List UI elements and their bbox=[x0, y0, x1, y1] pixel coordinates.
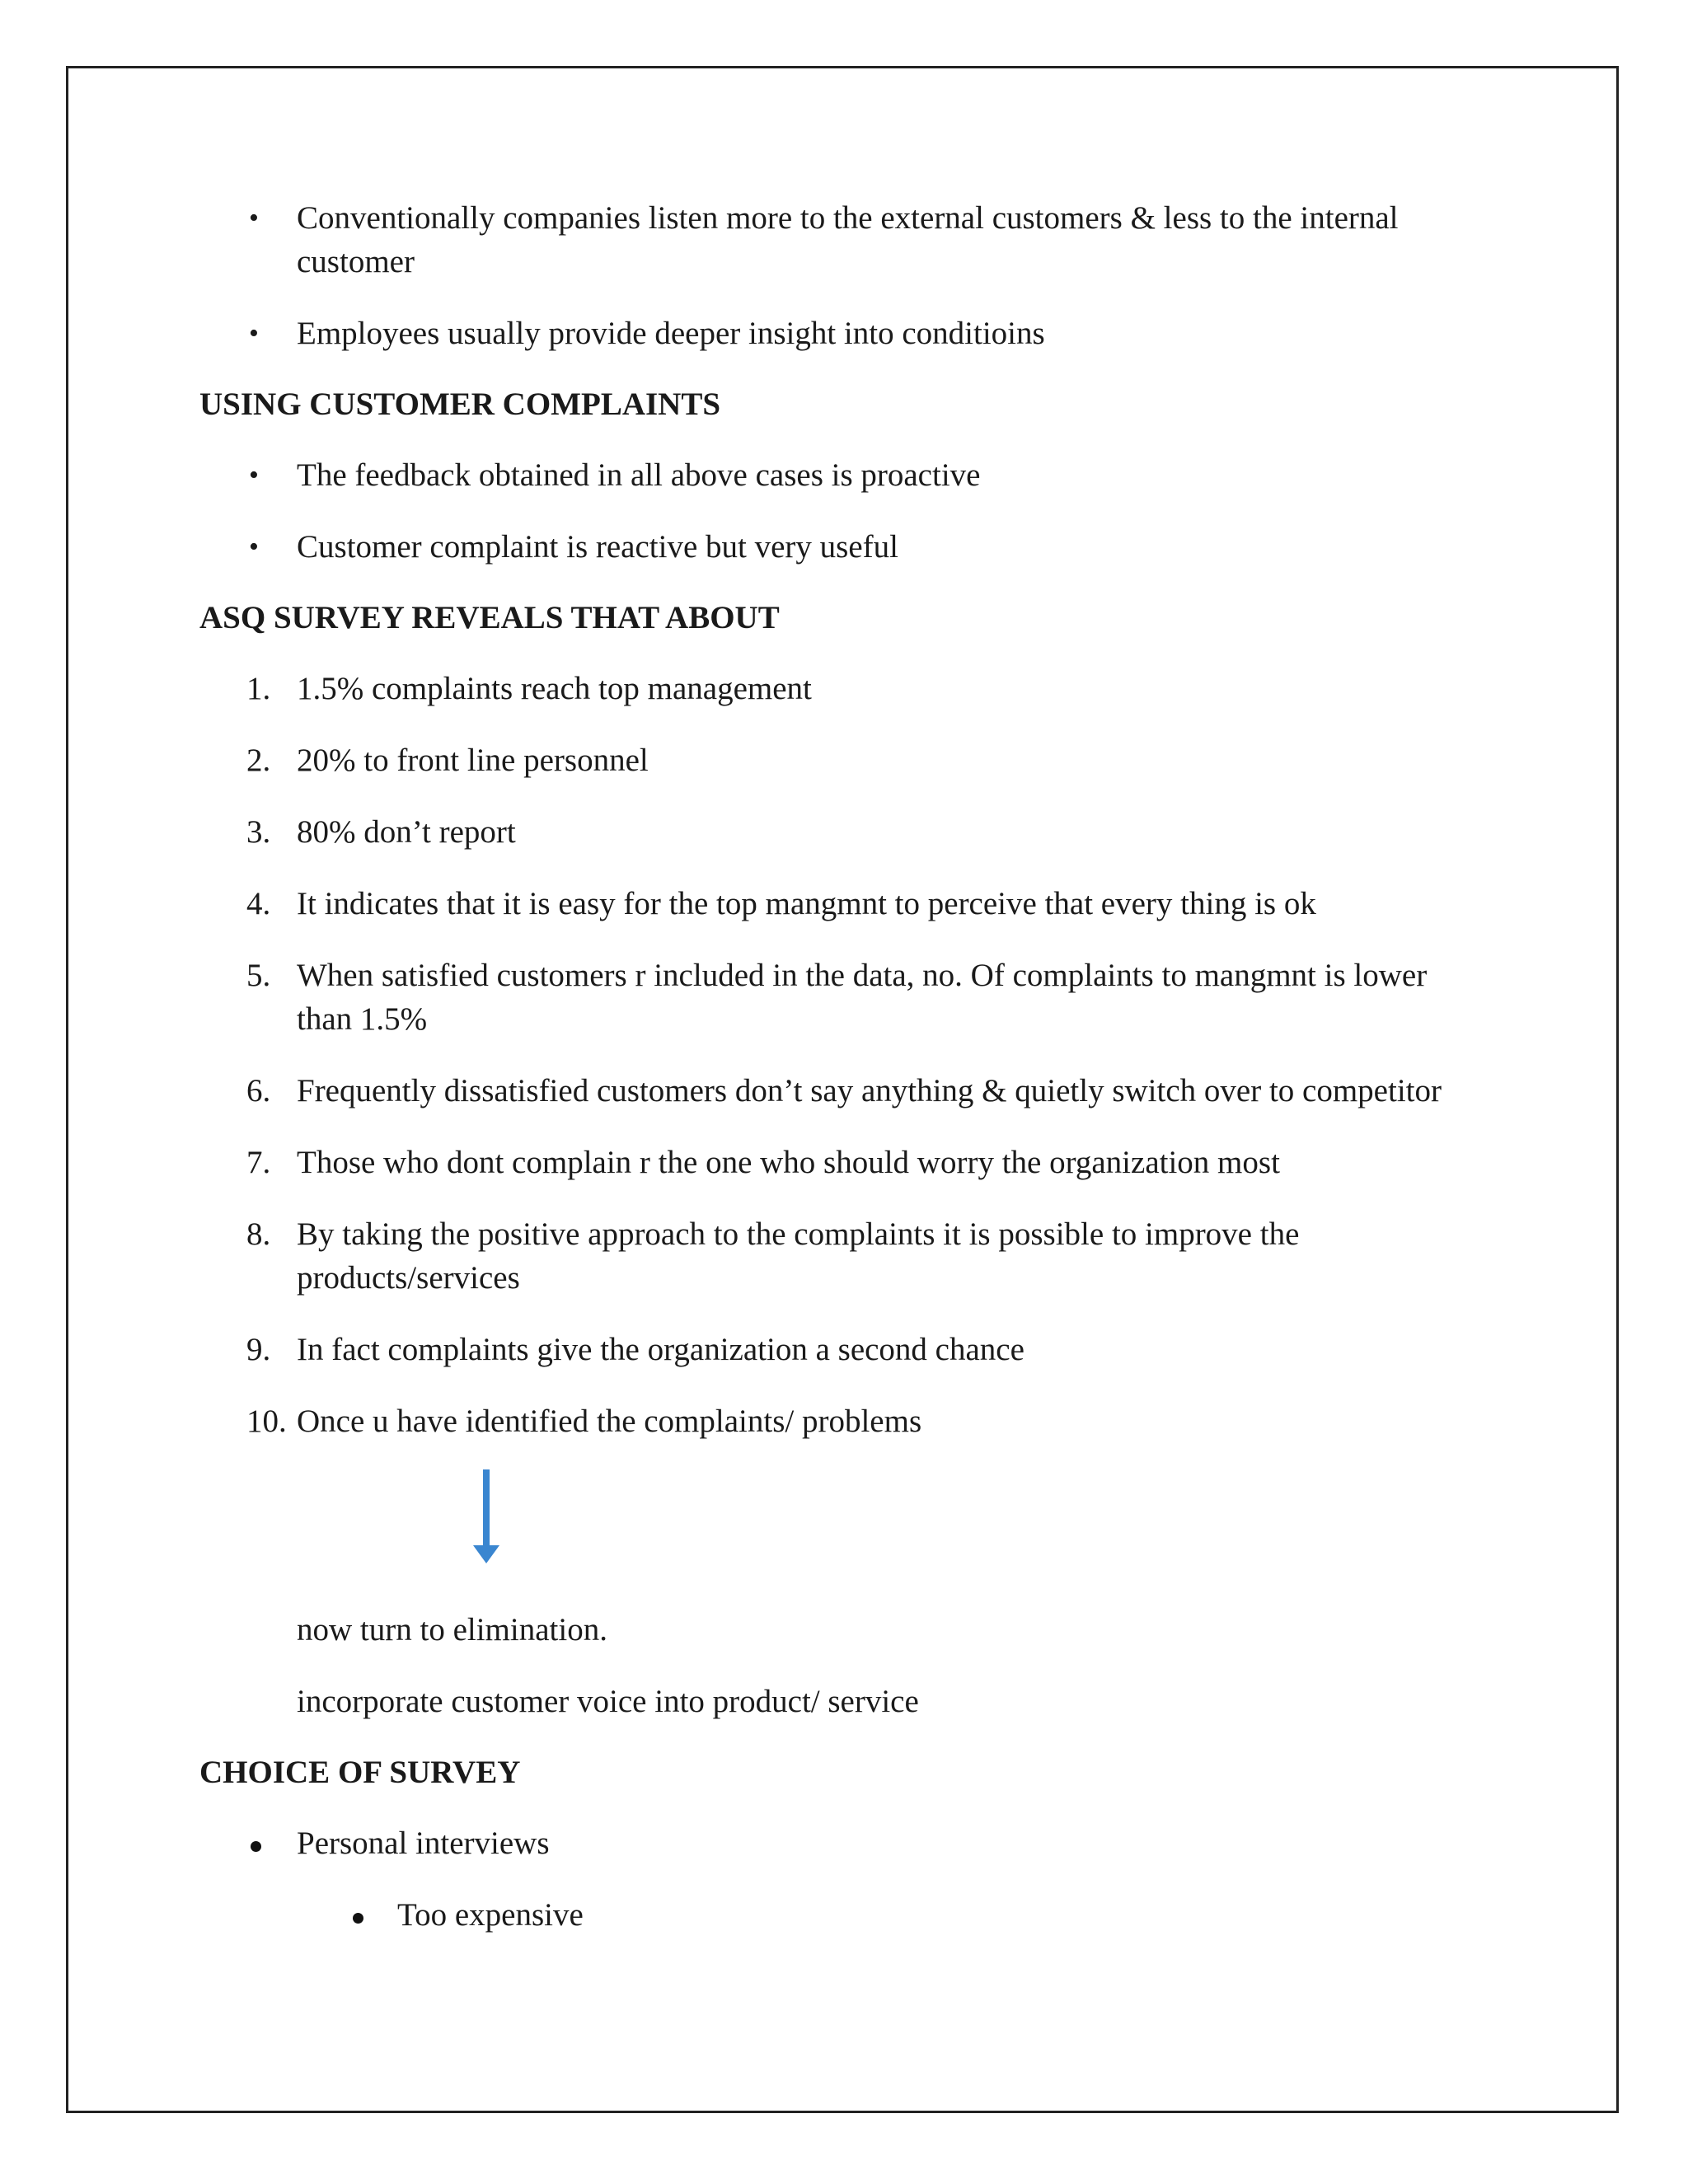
list-item-text: Employees usually provide deeper insight into conditioins bbox=[297, 316, 1045, 351]
list-item-text: 80% don’t report bbox=[297, 814, 516, 850]
list-item bbox=[199, 1069, 1485, 1113]
list-item bbox=[199, 738, 1485, 782]
list-item bbox=[199, 1893, 1485, 1937]
list-item-text: Too expensive bbox=[397, 1897, 584, 1933]
list-item-text: Customer complaint is reactive but very useful bbox=[297, 529, 898, 565]
intro-bullet-list bbox=[199, 196, 1485, 355]
list-item-text: Frequently dissatisfied customers don’t say anything & quietly switch over to competitor bbox=[297, 1073, 1442, 1108]
list-item-text: Conventionally companies listen more to the external customers & less to the internal customer bbox=[297, 200, 1399, 279]
list-item bbox=[199, 312, 1485, 355]
arrow-area bbox=[199, 1443, 1485, 1608]
list-item bbox=[199, 882, 1485, 926]
section-heading: USING CUSTOMER COMPLAINTS bbox=[199, 387, 721, 422]
list-number: 1. bbox=[246, 671, 271, 706]
list-item-text: 20% to front line personnel bbox=[297, 743, 649, 778]
list-item bbox=[199, 954, 1485, 1041]
list-number: 3. bbox=[246, 814, 271, 850]
list-number: 10. bbox=[246, 1404, 287, 1439]
bullet-icon bbox=[353, 1893, 363, 1937]
list-item-text: By taking the positive approach to the complaints it is possible to improve the products/services bbox=[297, 1216, 1300, 1296]
follow-up-line: now turn to elimination. bbox=[297, 1612, 607, 1647]
list-item-text: Once u have identified the complaints/ problems bbox=[297, 1404, 922, 1439]
bullet-icon bbox=[251, 1821, 261, 1865]
list-number: 9. bbox=[246, 1332, 271, 1367]
list-item bbox=[199, 196, 1485, 284]
list-number: 6. bbox=[246, 1073, 271, 1108]
list-item-text: Personal interviews bbox=[297, 1825, 550, 1861]
list-item bbox=[199, 453, 1485, 497]
bullet-icon: • bbox=[249, 460, 259, 490]
list-number: 4. bbox=[246, 886, 271, 921]
list-item bbox=[199, 1328, 1485, 1371]
bullet-icon: • bbox=[249, 318, 259, 349]
complaints-bullet-list bbox=[199, 453, 1485, 569]
list-number: 2. bbox=[246, 743, 271, 778]
survey-numbered-list bbox=[199, 667, 1485, 1443]
bullet-icon: • bbox=[249, 203, 259, 233]
down-arrow-icon bbox=[470, 1469, 503, 1568]
list-number: 7. bbox=[246, 1145, 271, 1180]
list-item bbox=[199, 1399, 1485, 1443]
list-number: 5. bbox=[246, 958, 271, 993]
list-item bbox=[199, 1141, 1485, 1184]
list-item bbox=[199, 810, 1485, 854]
section-heading: ASQ SURVEY REVEALS THAT ABOUT bbox=[199, 600, 780, 635]
list-item bbox=[199, 667, 1485, 710]
document-body bbox=[199, 196, 1485, 1937]
section-heading: CHOICE OF SURVEY bbox=[199, 1755, 521, 1790]
list-item-text: When satisfied customers r included in the data, no. Of complaints to mangmnt is lower than 1.5% bbox=[297, 958, 1428, 1037]
list-item-text: 1.5% complaints reach top management bbox=[297, 671, 812, 706]
list-item bbox=[199, 1821, 1485, 1865]
list-number: 8. bbox=[246, 1216, 271, 1252]
list-item-text: Those who dont complain r the one who should worry the organization most bbox=[297, 1145, 1280, 1180]
list-item-text: It indicates that it is easy for the top mangmnt to perceive that every thing is ok bbox=[297, 886, 1316, 921]
bullet-icon: • bbox=[249, 532, 259, 562]
list-item-text: In fact complaints give the organization a second chance bbox=[297, 1332, 1025, 1367]
survey-choice-list bbox=[199, 1821, 1485, 1937]
list-item-text: The feedback obtained in all above cases is proactive bbox=[297, 457, 981, 493]
list-item bbox=[199, 1212, 1485, 1300]
list-item bbox=[199, 525, 1485, 569]
follow-up-line: incorporate customer voice into product/ service bbox=[297, 1684, 919, 1719]
